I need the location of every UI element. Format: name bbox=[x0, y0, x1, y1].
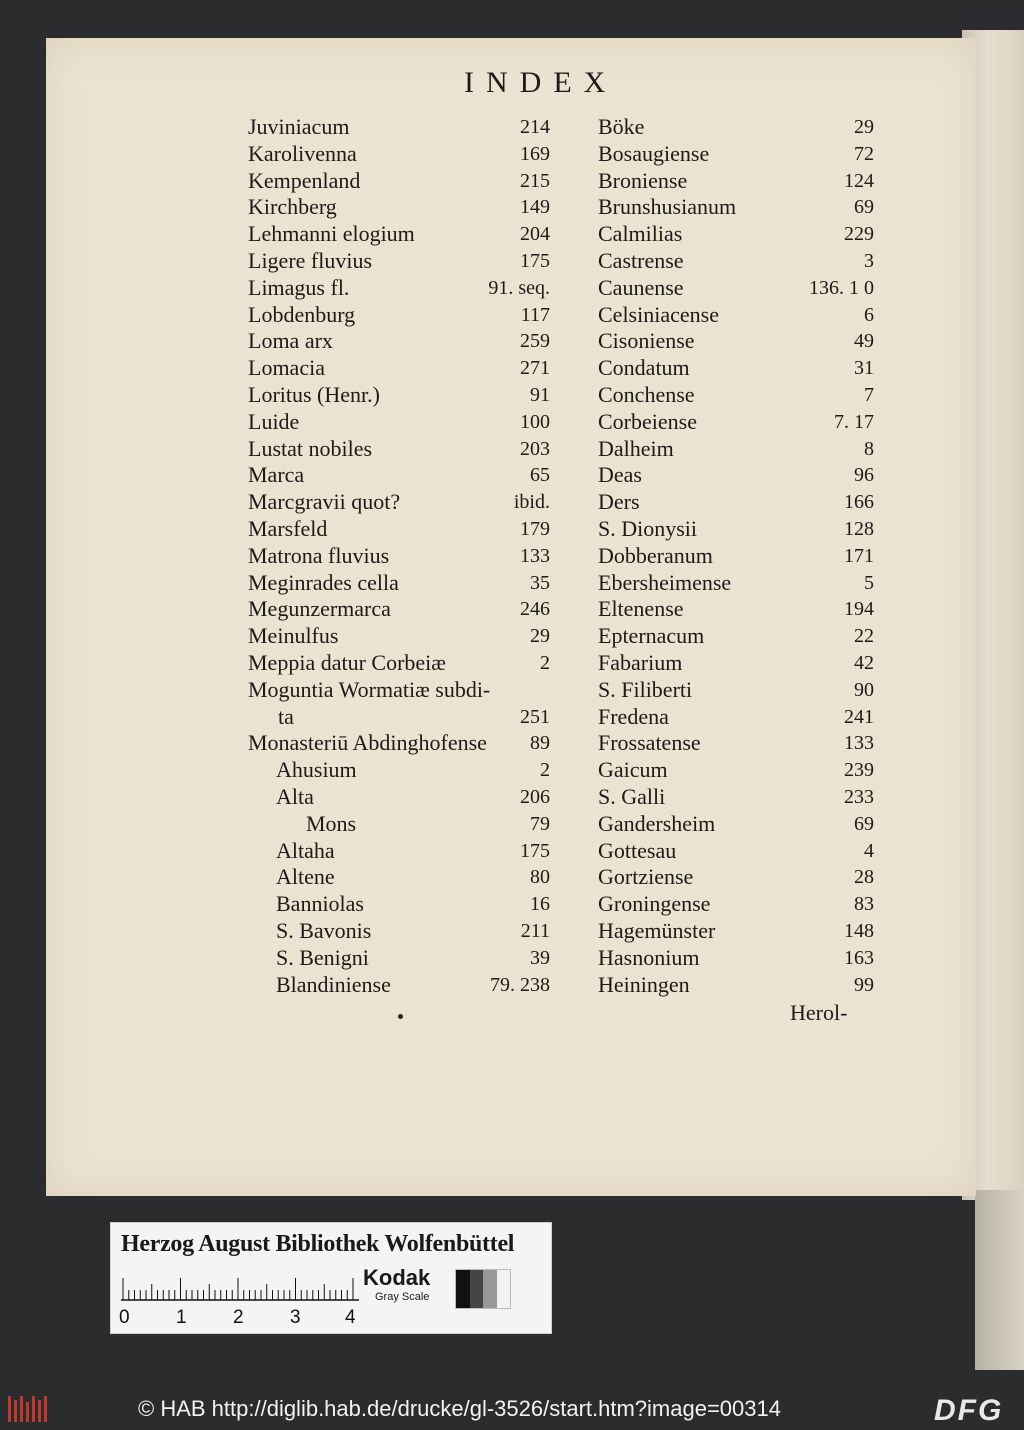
index-entry bbox=[598, 570, 880, 597]
entry-page-number: 133 bbox=[520, 544, 550, 567]
index-entry bbox=[598, 409, 880, 436]
entry-page-number: 175 bbox=[520, 249, 550, 272]
index-entry bbox=[248, 489, 560, 516]
entry-page-number: 175 bbox=[520, 839, 550, 862]
entry-name: Ebersheimense bbox=[598, 569, 732, 595]
entry-page-number: 271 bbox=[520, 357, 550, 380]
index-entry bbox=[248, 168, 560, 195]
entry-page-number: 2 bbox=[540, 651, 550, 674]
entry-name: Loritus (Henr.) bbox=[248, 381, 380, 407]
entry-name: Celsiniacense bbox=[598, 301, 719, 327]
index-entry bbox=[248, 891, 560, 918]
index-entry bbox=[598, 623, 880, 650]
entry-page-number: 215 bbox=[520, 169, 550, 192]
entry-page-number: 204 bbox=[520, 223, 550, 246]
entry-page-number: 39 bbox=[530, 946, 550, 969]
index-entry bbox=[248, 730, 560, 757]
index-entry bbox=[248, 141, 560, 168]
entry-page-number: 194 bbox=[844, 598, 874, 621]
entry-name: Ahusium bbox=[276, 757, 357, 783]
entry-name: ta bbox=[278, 703, 294, 729]
index-entry bbox=[598, 516, 880, 543]
index-entry bbox=[248, 516, 560, 543]
entry-page-number: 29 bbox=[854, 116, 874, 138]
index-entry bbox=[248, 757, 560, 784]
entry-name: Banniolas bbox=[276, 891, 364, 917]
entry-name: Monasteriū Abdinghofense bbox=[248, 730, 487, 756]
entry-page-number: 79. 238 bbox=[490, 973, 550, 996]
index-entry bbox=[248, 945, 560, 972]
entry-name: Kirchberg bbox=[248, 194, 337, 220]
index-entry bbox=[598, 543, 880, 570]
index-entry bbox=[598, 168, 880, 195]
entry-page-number: 233 bbox=[844, 785, 874, 808]
entry-page-number: 166 bbox=[844, 491, 874, 514]
index-entry bbox=[248, 596, 560, 623]
index-entry bbox=[598, 838, 880, 865]
index-entry bbox=[248, 623, 560, 650]
ruler-scale bbox=[121, 1269, 359, 1301]
index-entry bbox=[598, 864, 880, 891]
entry-page-number: 91 bbox=[530, 383, 550, 406]
index-entry bbox=[248, 275, 560, 302]
entry-name: Dalheim bbox=[598, 435, 674, 461]
entry-page-number: 79 bbox=[530, 812, 550, 835]
entry-page-number: 91. seq. bbox=[488, 276, 550, 299]
entry-page-number: 90 bbox=[854, 678, 874, 701]
index-entry bbox=[248, 838, 560, 865]
entry-page-number: 16 bbox=[530, 893, 550, 916]
entry-page-number: 31 bbox=[854, 357, 874, 380]
index-entry bbox=[248, 650, 560, 677]
entry-name: Eltenense bbox=[598, 596, 684, 622]
entry-name: Limagus fl. bbox=[248, 274, 350, 300]
index-entry bbox=[598, 382, 880, 409]
entry-name: Loma arx bbox=[248, 328, 333, 354]
entry-page-number: 83 bbox=[854, 893, 874, 916]
scale-label-2: 2 bbox=[233, 1307, 244, 1328]
entry-name: Frossatense bbox=[598, 730, 701, 756]
index-entry bbox=[248, 918, 560, 945]
entry-page-number: 4 bbox=[864, 839, 874, 862]
index-entry bbox=[598, 891, 880, 918]
index-entry bbox=[248, 114, 560, 141]
index-entry bbox=[598, 328, 880, 355]
index-column-right bbox=[598, 114, 880, 998]
entry-page-number: 5 bbox=[864, 571, 874, 594]
entry-name: Luide bbox=[248, 408, 300, 434]
index-entry bbox=[248, 677, 560, 704]
library-name: Herzog August Bibliothek Wolfenbüttel bbox=[121, 1231, 515, 1257]
entry-page-number: 169 bbox=[520, 142, 550, 165]
index-entry bbox=[598, 596, 880, 623]
entry-name: Marcgravii quot? bbox=[248, 489, 401, 515]
entry-name: Moguntia Wormatiæ subdi- bbox=[248, 676, 491, 702]
gray-patches bbox=[455, 1269, 511, 1309]
index-entry bbox=[598, 650, 880, 677]
index-entry bbox=[598, 114, 880, 141]
entry-page-number: 163 bbox=[844, 946, 874, 969]
entry-page-number: 72 bbox=[854, 142, 874, 165]
entry-name: Fabarium bbox=[598, 649, 683, 675]
index-entry bbox=[248, 328, 560, 355]
index-entry bbox=[248, 462, 560, 489]
entry-page-number: 246 bbox=[520, 598, 550, 621]
entry-name: Lustat nobiles bbox=[248, 435, 373, 461]
entry-name: Meginrades cella bbox=[248, 569, 399, 595]
entry-page-number: 89 bbox=[530, 732, 550, 755]
index-entry bbox=[248, 302, 560, 329]
entry-page-number: 65 bbox=[530, 464, 550, 487]
index-column-left bbox=[248, 114, 560, 998]
entry-name: Condatum bbox=[598, 355, 690, 381]
index-entry bbox=[598, 221, 880, 248]
scale-label-4: 4 bbox=[345, 1307, 356, 1328]
index-entry bbox=[598, 811, 880, 838]
entry-page-number: 28 bbox=[854, 866, 874, 889]
entry-name: Groningense bbox=[598, 891, 711, 917]
color-reference-card bbox=[110, 1222, 552, 1334]
entry-page-number: 133 bbox=[844, 732, 874, 755]
index-entry bbox=[248, 570, 560, 597]
barcode-icon bbox=[6, 1394, 50, 1424]
entry-page-number: 42 bbox=[854, 651, 874, 674]
entry-name: Mons bbox=[306, 810, 357, 836]
entry-name: Meinulfus bbox=[248, 623, 339, 649]
entry-page-number: 148 bbox=[844, 919, 874, 942]
entry-name: Castrense bbox=[598, 247, 684, 273]
index-entry bbox=[598, 757, 880, 784]
entry-name: Meppia datur Corbeiæ bbox=[248, 649, 446, 675]
entry-name: Marca bbox=[248, 462, 305, 488]
entry-page-number: 241 bbox=[844, 705, 874, 728]
entry-page-number: 239 bbox=[844, 759, 874, 782]
entry-page-number: 49 bbox=[854, 330, 874, 353]
entry-page-number: 117 bbox=[520, 303, 550, 326]
entry-page-number: 211 bbox=[520, 919, 550, 942]
index-entry bbox=[598, 677, 880, 704]
entry-name: Kempenland bbox=[248, 167, 361, 193]
index-entry bbox=[248, 811, 560, 838]
index-entry bbox=[248, 436, 560, 463]
entry-name: Blandiniense bbox=[276, 971, 391, 997]
scale-label-3: 3 bbox=[290, 1307, 301, 1328]
entry-name: Altene bbox=[276, 864, 335, 890]
entry-page-number: 69 bbox=[854, 196, 874, 219]
entry-name: Deas bbox=[598, 462, 642, 488]
entry-page-number: 7 bbox=[864, 383, 874, 406]
ruler-labels bbox=[119, 1307, 369, 1329]
entry-name: Megunzermarca bbox=[248, 596, 391, 622]
index-entry bbox=[248, 784, 560, 811]
index-entry bbox=[598, 141, 880, 168]
index-entry bbox=[248, 864, 560, 891]
entry-name: Lehmanni elogium bbox=[248, 221, 415, 247]
entry-page-number: 171 bbox=[844, 544, 874, 567]
entry-name: Böke bbox=[598, 114, 645, 139]
entry-page-number: 100 bbox=[520, 410, 550, 433]
index-entry bbox=[248, 355, 560, 382]
entry-page-number: 179 bbox=[520, 517, 550, 540]
index-entry bbox=[598, 945, 880, 972]
entry-name: S. Bavonis bbox=[276, 917, 372, 943]
index-entry bbox=[598, 302, 880, 329]
footer-bar bbox=[0, 1390, 1024, 1430]
index-entry bbox=[248, 248, 560, 275]
entry-name: Gortziense bbox=[598, 864, 694, 890]
entry-page-number: 259 bbox=[520, 330, 550, 353]
entry-page-number: 128 bbox=[844, 517, 874, 540]
entry-page-number: 124 bbox=[844, 169, 874, 192]
index-entry bbox=[598, 972, 880, 999]
entry-name: Gaicum bbox=[598, 757, 668, 783]
entry-page-number: 80 bbox=[530, 866, 550, 889]
adjacent-page-lower-edge bbox=[975, 1190, 1024, 1370]
entry-name: Hagemünster bbox=[598, 917, 716, 943]
ink-dot bbox=[398, 1014, 403, 1019]
index-entry bbox=[248, 704, 560, 731]
entry-page-number: 22 bbox=[854, 625, 874, 648]
index-entry bbox=[248, 221, 560, 248]
entry-name: Broniense bbox=[598, 167, 688, 193]
entry-page-number: 229 bbox=[844, 223, 874, 246]
entry-name: Alta bbox=[276, 783, 314, 809]
index-entry bbox=[598, 784, 880, 811]
entry-page-number: 35 bbox=[530, 571, 550, 594]
page-heading: INDEX bbox=[464, 66, 618, 99]
entry-name: Cisoniense bbox=[598, 328, 695, 354]
entry-name: S. Galli bbox=[598, 783, 666, 809]
entry-name: Gottesau bbox=[598, 837, 677, 863]
index-entry bbox=[248, 409, 560, 436]
scale-label-0: 0 bbox=[119, 1307, 130, 1328]
entry-name: Bosaugiense bbox=[598, 140, 710, 166]
entry-page-number: 214 bbox=[520, 116, 550, 138]
index-entry bbox=[248, 194, 560, 221]
entry-name: Lobdenburg bbox=[248, 301, 356, 327]
entry-name: Heiningen bbox=[598, 971, 690, 997]
scale-label-1: 1 bbox=[176, 1307, 187, 1328]
index-entry bbox=[598, 462, 880, 489]
entry-name: Ders bbox=[598, 489, 640, 515]
index-entry bbox=[598, 704, 880, 731]
entry-name: Lomacia bbox=[248, 355, 325, 381]
index-entry bbox=[248, 382, 560, 409]
entry-name: Conchense bbox=[598, 381, 695, 407]
index-entry bbox=[598, 194, 880, 221]
entry-name: Corbeiense bbox=[598, 408, 697, 434]
entry-name: Epternacum bbox=[598, 623, 705, 649]
entry-name: Matrona fluvius bbox=[248, 542, 390, 568]
entry-name: S. Benigni bbox=[276, 944, 369, 970]
entry-name: Hasnonium bbox=[598, 944, 700, 970]
index-entry bbox=[598, 248, 880, 275]
kodak-brand: Kodak bbox=[363, 1265, 431, 1290]
entry-page-number: 3 bbox=[864, 249, 874, 272]
entry-name: S. Filiberti bbox=[598, 676, 693, 702]
entry-page-number: 29 bbox=[530, 625, 550, 648]
entry-name: Marsfeld bbox=[248, 515, 328, 541]
index-entry bbox=[248, 972, 560, 999]
index-entry bbox=[598, 275, 880, 302]
entry-page-number: 2 bbox=[540, 759, 550, 782]
entry-name: Fredena bbox=[598, 703, 669, 729]
entry-page-number: 6 bbox=[864, 303, 874, 326]
index-entry bbox=[248, 543, 560, 570]
entry-page-number: 203 bbox=[520, 437, 550, 460]
entry-page-number: 136. 1 0 bbox=[809, 276, 874, 299]
gray-scale-label: Gray Scale bbox=[375, 1291, 430, 1303]
entry-name: S. Dionysii bbox=[598, 515, 698, 541]
source-link[interactable]: © HAB http://diglib.hab.de/drucke/gl-3526/start.htm?image=00314 bbox=[138, 1396, 781, 1421]
index-entry bbox=[598, 489, 880, 516]
entry-name: Karolivenna bbox=[248, 140, 357, 166]
index-entry bbox=[598, 355, 880, 382]
dfg-logo: DFG bbox=[934, 1394, 1004, 1427]
entry-page-number: 251 bbox=[520, 705, 550, 728]
entry-page-number: 206 bbox=[520, 785, 550, 808]
entry-name: Altaha bbox=[276, 837, 335, 863]
catchword: Herol- bbox=[790, 1000, 848, 1025]
entry-name: Caunense bbox=[598, 274, 684, 300]
entry-name: Gandersheim bbox=[598, 810, 716, 836]
index-entry bbox=[598, 918, 880, 945]
entry-name: Brunshusianum bbox=[598, 194, 737, 220]
entry-page-number: ibid. bbox=[513, 491, 550, 514]
entry-page-number: 99 bbox=[854, 973, 874, 996]
entry-name: Juviniacum bbox=[248, 114, 350, 139]
entry-name: Ligere fluvius bbox=[248, 247, 373, 273]
entry-page-number: 7. 17 bbox=[834, 410, 874, 433]
entry-page-number: 149 bbox=[520, 196, 550, 219]
entry-page-number: 69 bbox=[854, 812, 874, 835]
entry-name: Dobberanum bbox=[598, 542, 713, 568]
index-entry bbox=[598, 730, 880, 757]
entry-page-number: 8 bbox=[864, 437, 874, 460]
entry-name: Calmilias bbox=[598, 221, 683, 247]
entry-page-number: 96 bbox=[854, 464, 874, 487]
index-entry bbox=[598, 436, 880, 463]
